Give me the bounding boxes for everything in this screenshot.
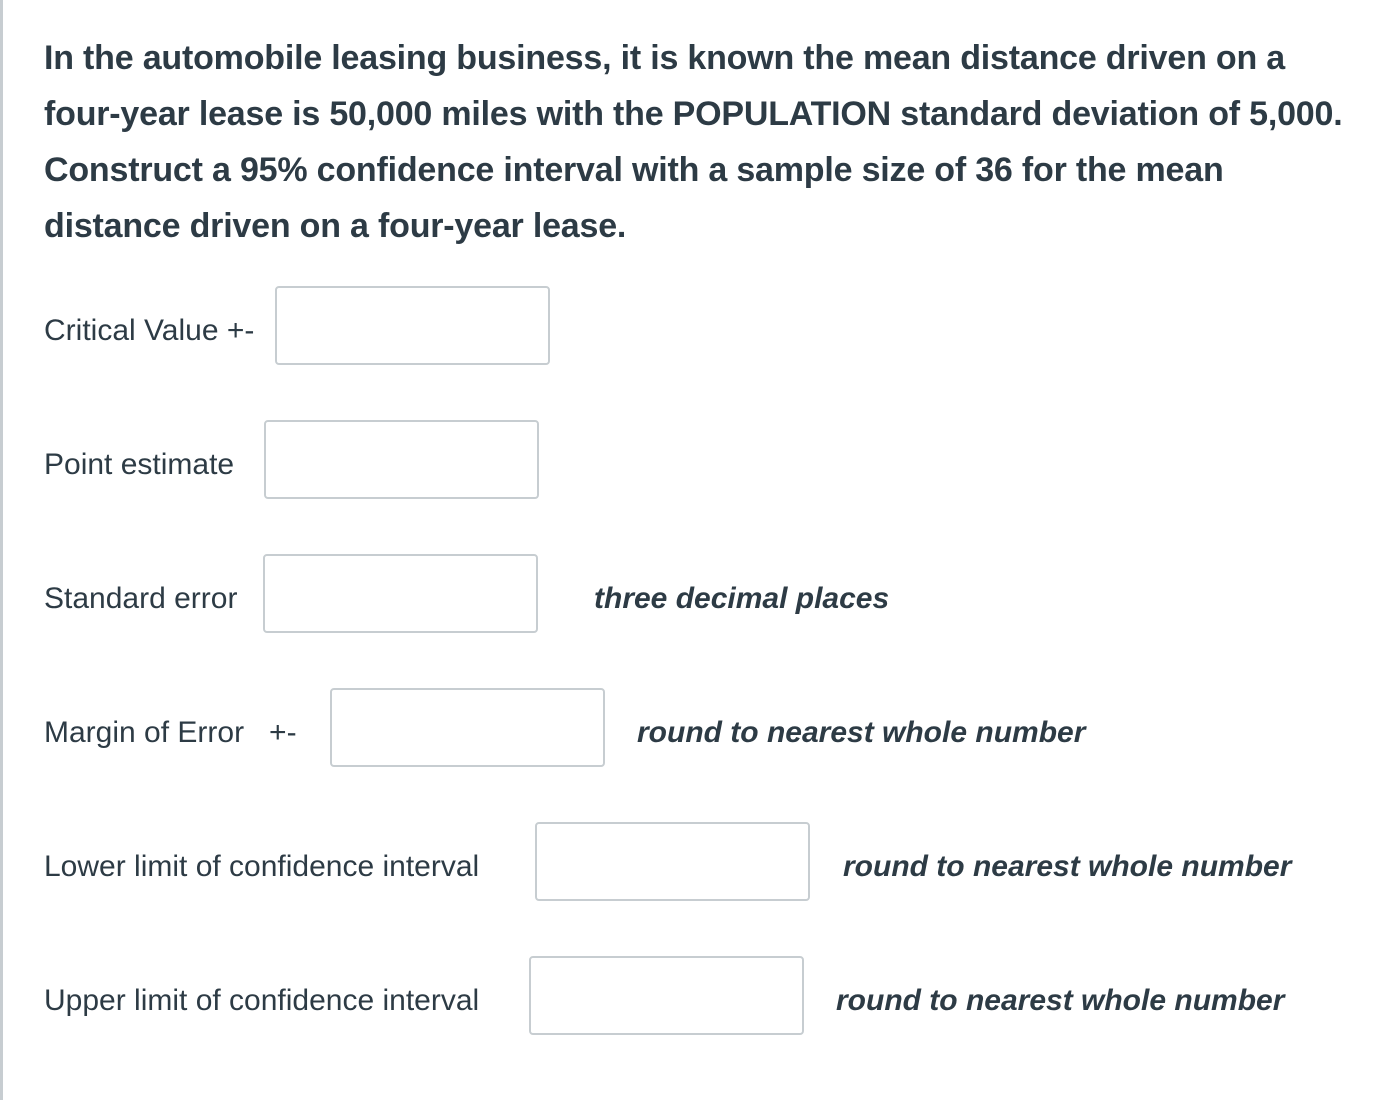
question-text: In the automobile leasing business, it is known the mean distance driven on a four-year lease is 50,000 miles with the POPULATION standard deviation of 5,000. Construct a 95% confidence interval with a sample size of 36 for the mean distance driven on a four-year lease. xyxy=(44,39,1343,245)
standard-error-hint: three decimal places xyxy=(594,582,890,615)
lower-limit-label: Lower limit of confidence interval xyxy=(44,850,480,883)
left-border xyxy=(0,0,3,1100)
critical-value-input[interactable] xyxy=(275,286,550,365)
upper-limit-label: Upper limit of confidence interval xyxy=(44,984,480,1017)
margin-of-error-hint: round to nearest whole number xyxy=(637,716,1086,749)
upper-limit-input[interactable] xyxy=(529,956,804,1035)
upper-limit-hint: round to nearest whole number xyxy=(836,984,1285,1017)
margin-of-error-input[interactable] xyxy=(330,688,605,767)
lower-limit-hint: round to nearest whole number xyxy=(843,850,1292,883)
critical-value-label: Critical Value +- xyxy=(44,314,255,347)
point-estimate-label: Point estimate xyxy=(44,448,235,481)
standard-error-label: Standard error xyxy=(44,582,238,615)
standard-error-input[interactable] xyxy=(263,554,538,633)
margin-of-error-label: Margin of Error +- xyxy=(44,716,297,749)
lower-limit-input[interactable] xyxy=(535,822,810,901)
point-estimate-input[interactable] xyxy=(264,420,539,499)
